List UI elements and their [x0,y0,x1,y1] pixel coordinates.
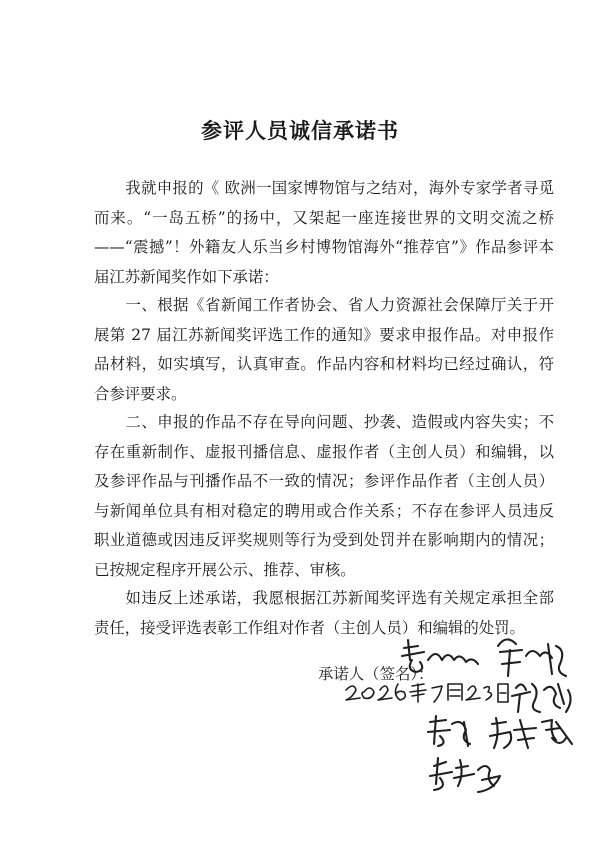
document-title: 参评人员诚信承诺书 [201,118,399,143]
paragraph-commitment-1: 一、根据《省新闻工作者协会、省人力资源社会保障厅关于开展第 27 届江苏新闻奖评选工作的通知》要求申报作品。对申报作品材料，如实填写，认真审查。作品内容和材料均已经过确认，符合参评要求。 [94,296,554,403]
paragraph-declaration: 我就申报的《 欧洲一国家博物馆与之结对，海外专家学者寻觅而来。“一岛五桥”的扬中，又架起一座连接世界的文明交流之桥——“震撼”！外籍友人乐当乡村博物馆海外“推荐官”》作品参评本届江苏新闻奖作如下承诺： [94,179,554,286]
signature-2 [498,639,566,676]
signature-4 [428,716,470,746]
paragraph-liability: 如违反上述承诺，我愿根据江苏新闻奖评选有关规定承担全部责任，接受评选表彰工作组对作者（主创人员）和编辑的处罚。 [94,589,554,637]
handwritten-date [346,684,508,702]
signature-label: 承诺人（签名）： [318,665,434,683]
signature-3 [512,684,571,712]
signature-5 [490,718,572,748]
signature-6 [430,758,500,792]
paragraph-commitment-2: 二、申报的作品不存在导向问题、抄袭、造假或内容失实；不存在重新制作、虚报刊播信息、虚报作者（主创人员）和编辑，以及参评作品与刊播作品不一致的情况；参评作品作者（主创人员）与新闻单位具有相对稳定的聘用或合作关系；不存在参评人员违反职业道德或因违反评奖规则等行为受到处罚并在影响期内的情况；已按规定程序开展公示、推荐、审核。 [94,413,554,579]
